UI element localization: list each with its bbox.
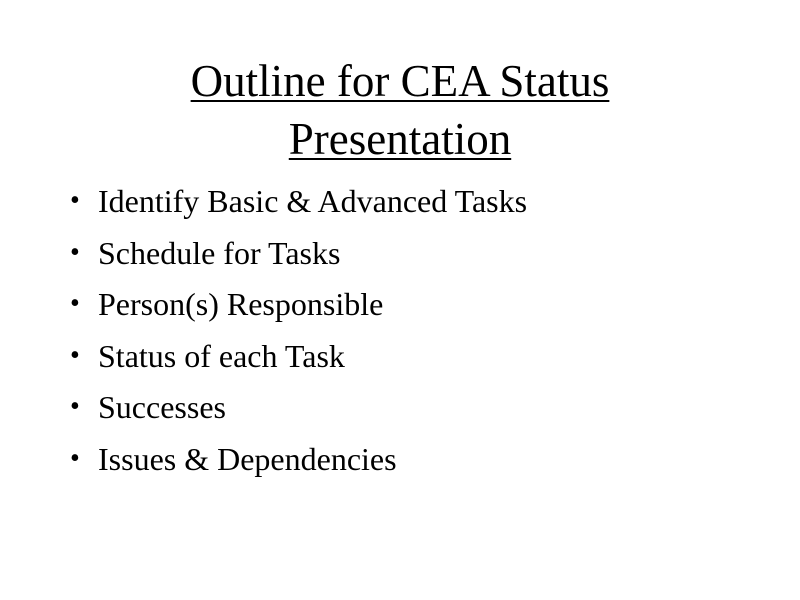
- bullet-icon: •: [70, 288, 80, 319]
- bullet-text: Person(s) Responsible: [98, 286, 384, 322]
- bullet-text: Successes: [98, 389, 226, 425]
- bullet-icon: •: [70, 236, 80, 268]
- bullet-icon: •: [70, 442, 80, 474]
- bullet-text: Schedule for Tasks: [98, 234, 341, 271]
- slide-title: [0, 52, 800, 168]
- bullet-icon: •: [70, 339, 80, 371]
- slide-title-line-2: Presentation: [288, 114, 512, 164]
- slide-title-line-1: Outline for CEA Status: [190, 56, 610, 106]
- bullet-text: Status of each Task: [98, 337, 345, 374]
- bullet-icon: •: [70, 391, 80, 422]
- bullet-text: Identify Basic & Advanced Tasks: [98, 183, 528, 219]
- bullet-icon: •: [70, 185, 80, 216]
- bullet-text: Issues & Dependencies: [98, 440, 397, 477]
